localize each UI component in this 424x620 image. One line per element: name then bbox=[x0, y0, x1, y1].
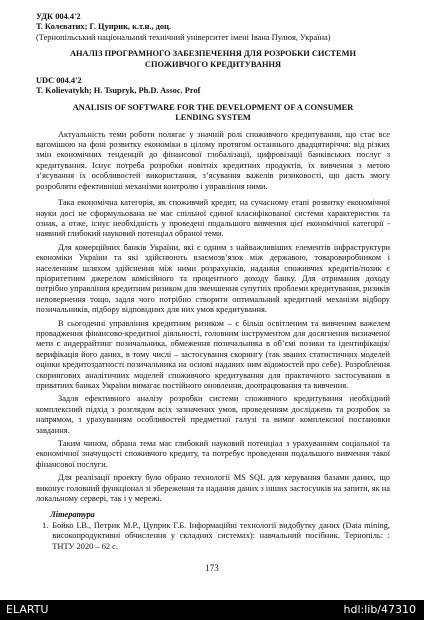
paragraph: Актуальність теми роботи полягає у значній ролі споживчого кредитування, що стає все вагомішою на фоні розвитку економіки в цілому протягом останнього двадцятиріччя: від різких змін економічних тенденцій до фінансової глобалізації, цифровізації банківських послуг з кредитування. Існує потреба розробки новітніх кредитних продуктів, їх вивчення з метою з’ясування їх особливостей використання, з’ясування важелів ризиковості, що дасть змогу розробляти ефективніші механізми контролю і управління ними. bbox=[36, 129, 390, 191]
page-number: 173 bbox=[205, 563, 219, 573]
repository-name[interactable]: ELARTU bbox=[6, 603, 49, 616]
paragraph: Таким чином, обрана тема має глибокий науковий потенціал з урахуванням соціальної та економічної значущості споживчого кредиту, та потребує проведення подальшого вивчення такої фінансової послуги. bbox=[36, 439, 390, 469]
article-content bbox=[36, 12, 390, 552]
reference-item bbox=[36, 521, 390, 552]
udc-en: UDC 004.4'2 bbox=[36, 76, 82, 86]
affiliation-ua: (Тернопільський національний технічний університет імені Івана Пулюя, Україна) bbox=[36, 32, 331, 42]
title-en: ANALISIS OF SOFTWARE FOR THE DEVELOPMENT OF A CONSUMER LENDING SYSTEM bbox=[72, 102, 354, 123]
reference-text: Бойко І.В., Петрик М.Р., Цуприк Г.Б. Інформаційні технології видобутку даних (Data mining, високопродуктивні обчислення у складних системах): навчальний посібник. Тернопіль: : ТНТУ 2020 – 62 с. bbox=[52, 520, 390, 551]
paragraph: Задля ефективного аналізу розробки системи споживчого кредитування необхідний комплексний підхід з розглядом всіх зазначених умов, проведенням досліджень та розробок за напрямом, з урахуванням особливостей предметної галузі та вимог комплексної постановки завдання. bbox=[36, 394, 390, 435]
authors-en: T. Kolievatykh; H. Tsupryk, Ph.D. Assoc. Prof bbox=[36, 86, 201, 96]
literature-heading: Література bbox=[50, 510, 95, 520]
paragraph: Для реалізації проекту було обрано технології MS SQL для керування базами даних, що виконує головний функціонал зі збереження та надання даних з інших застосунків на запити, як на локальному сервері, так і у мережі. bbox=[36, 473, 390, 504]
paragraph: В сьогоденні управління кредитним ризиком – є більш освітленим та вивченим важелем провадження фінансово-кредитної діяльності, головним інструментом для досягнення визначеної мети є андеррайтинг позичальника, обмеження позичальника в об’ємі позики та ідентифікація/верифікація його даних, в тому числі – застосування скорингу (так званих статистичних моделей оцінки кредитоздатності позичальника на основі наданих ним відомостей про себе). Розроблення скорингових аналітичних моделей споживчого кредитування для практичного застосування в приватних банках України вимагає постійного оновлення, доопрацювання та вивчення. bbox=[36, 318, 390, 390]
authors-ua: Т. Колєватих; Г. Цуприк, к.т.н., доц. bbox=[36, 22, 172, 32]
udc-ua: УДК 004.4'2 bbox=[36, 12, 81, 21]
handle-identifier[interactable]: hdl:lib/47310 bbox=[343, 603, 416, 616]
paragraph: Для комерційних банків України, які є одним з найважливіших елементів інфраструктури економіки України та які здійснюють взаємозв’язок між державою, товаровиробником і населенням шляхом здійснення між ними розрахунків, надання споживчих кредитів/позик є пріоритетним джерелом комісійного та процентного доходу банку. Для отримання доходу потрібно управління кредитним ризиком для зменшення супутніх проблеми кредитування, ризиків неповернення тощо, задля чого потрібно створити оптимальний кредитний механізм відбору позичальників, підбору відповідних для них умов кредитування. bbox=[36, 242, 390, 315]
repository-footer bbox=[0, 600, 424, 620]
reference-number: 1. bbox=[42, 520, 49, 530]
paragraph: Така економічна категорія, як споживчий кредит, на сучасному етапі розвитку економічної науки досі не сформульована не має спільної єдиної класифікованої системи характеристик та ознак, а отже, існує необхідність у проведені подальшого вивчення цієї економічної категорії - наявний глибокий науковий потенціал обраної теми. bbox=[36, 198, 390, 239]
title-ua: АНАЛІЗ ПРОГРАМНОГО ЗАБЕЗПЕЧЕННЯ ДЛЯ РОЗРОБКИ СИСТЕМИ СПОЖИВЧОГО КРЕДИТУВАННЯ bbox=[69, 49, 357, 69]
